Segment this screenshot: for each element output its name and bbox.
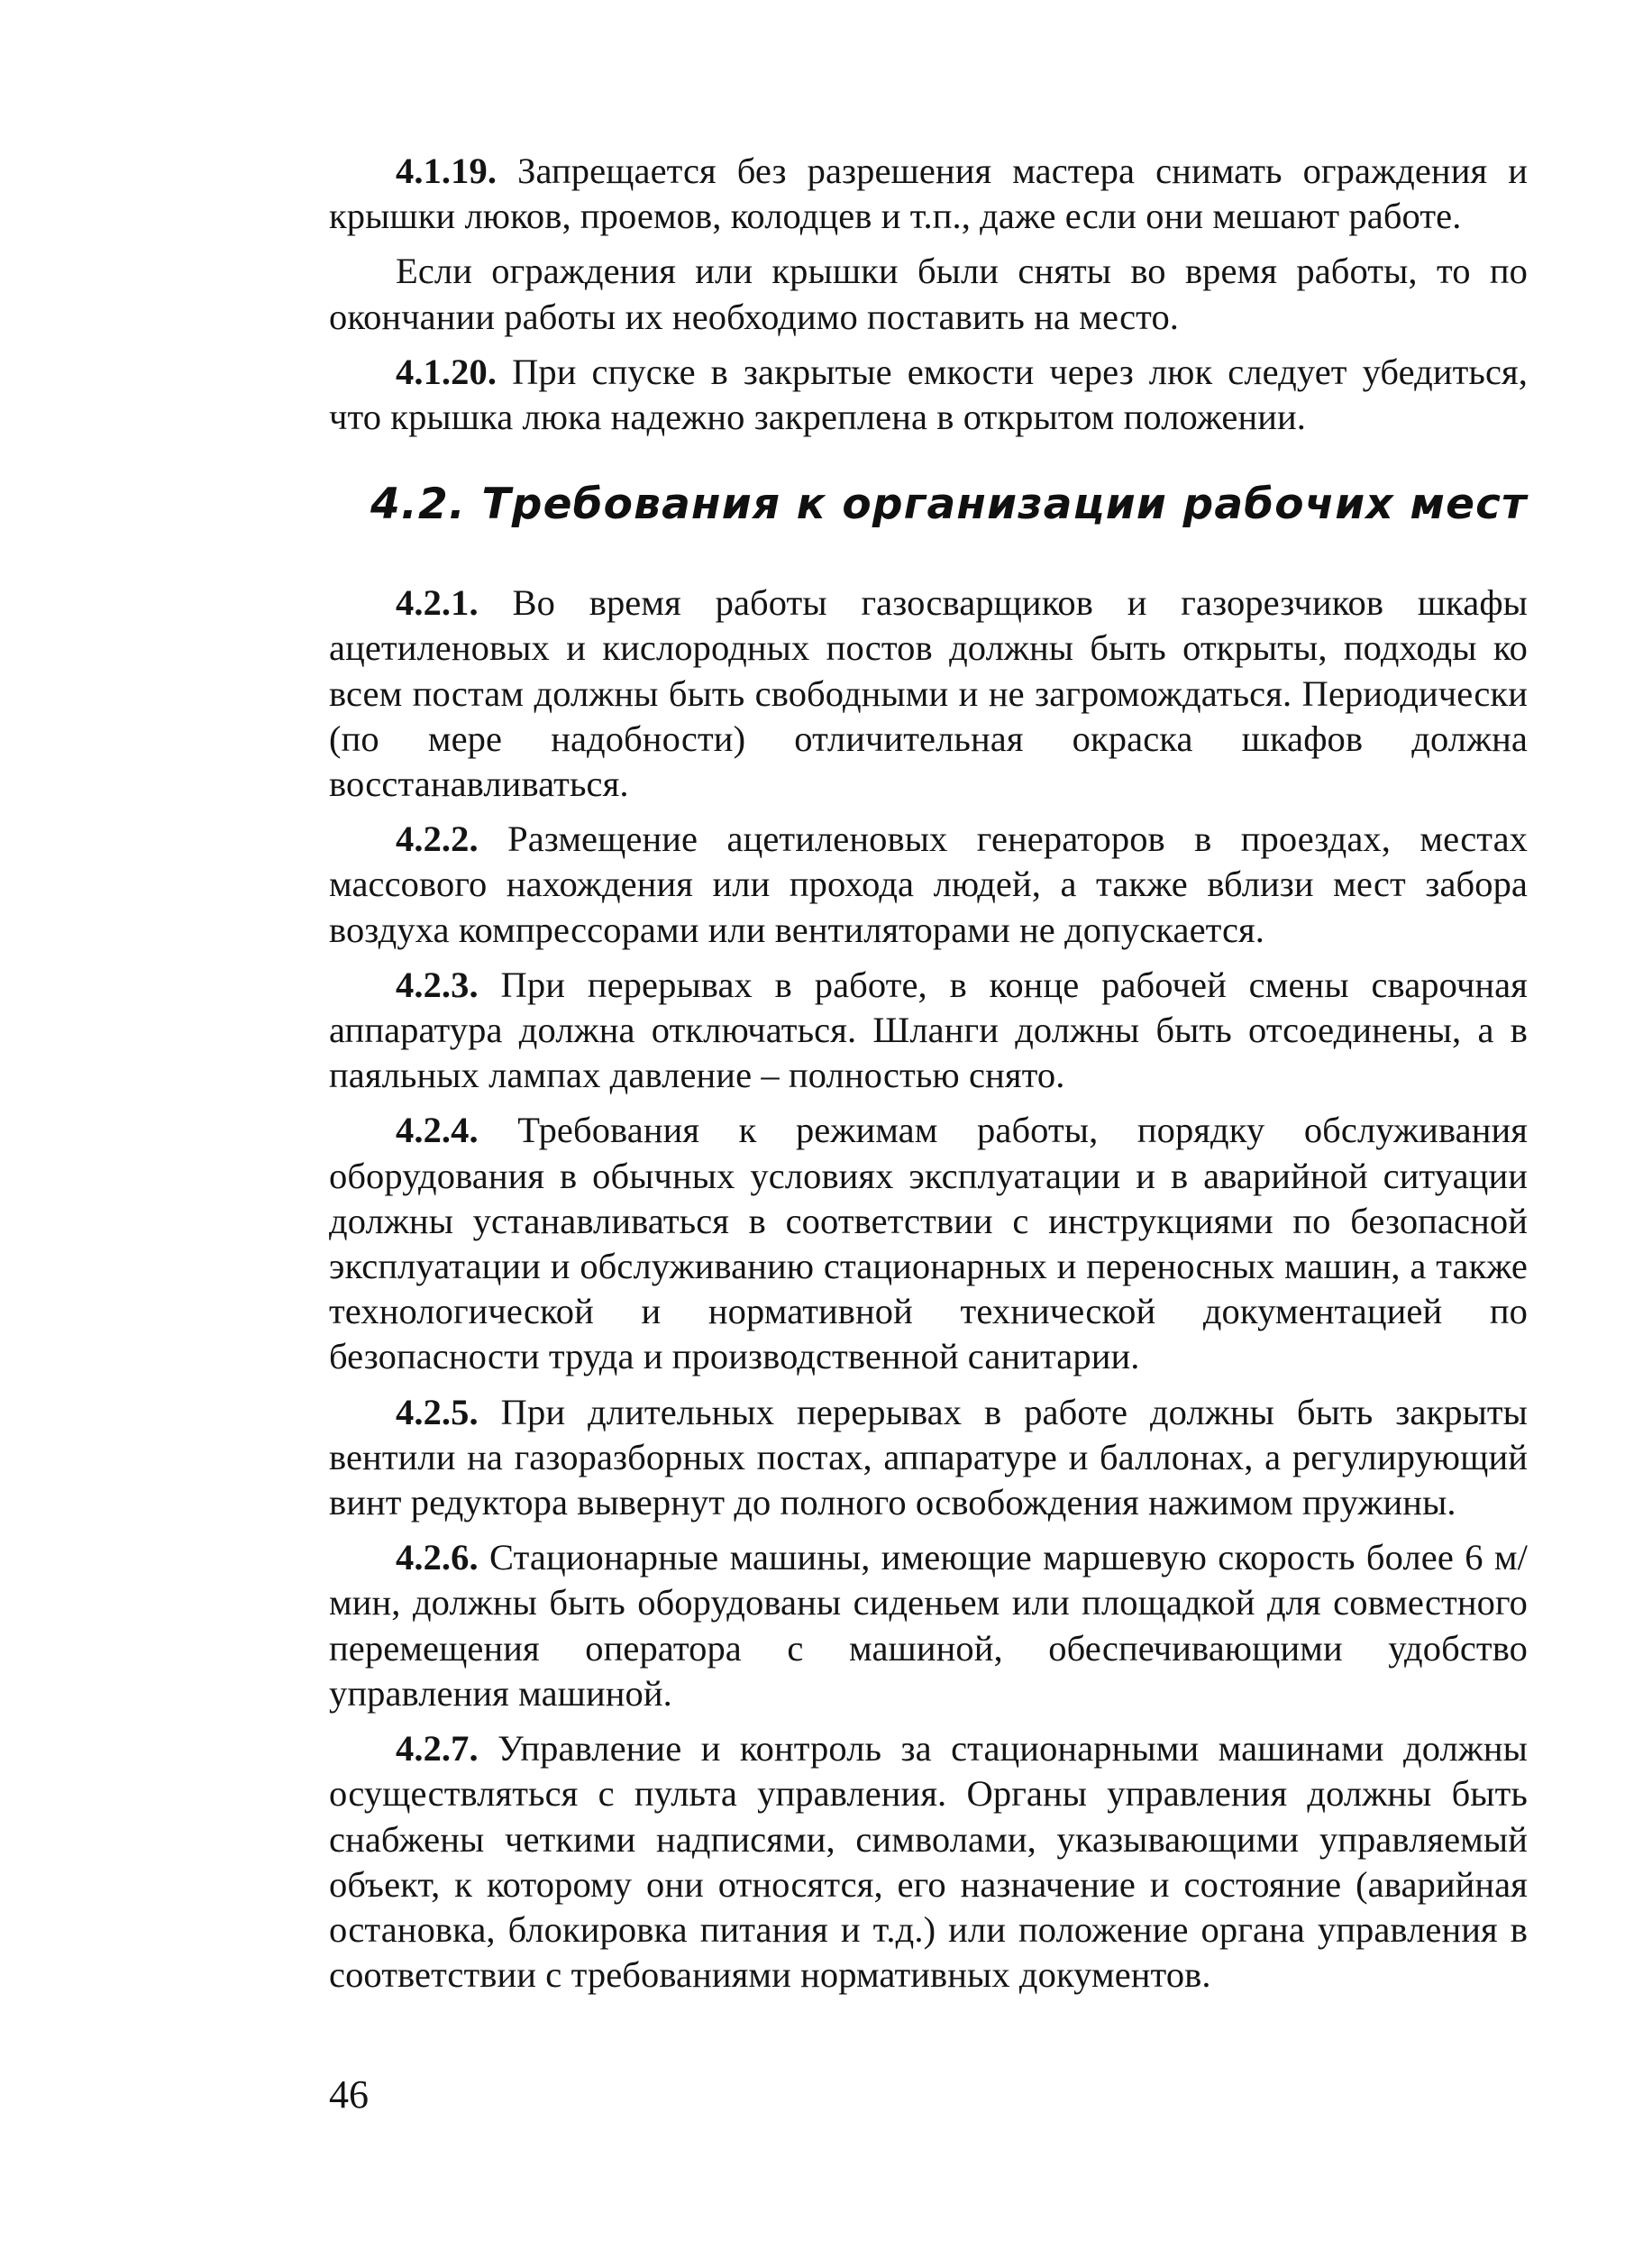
paragraph-4-2-6 bbox=[329, 1535, 1528, 1716]
paragraph-number: 4.2.5. bbox=[396, 1391, 479, 1432]
paragraph-text: Если ограждения или крышки были сняты во время работы, то по окончании работы их необходимо поставить на место. bbox=[329, 251, 1528, 337]
paragraph-number: 4.1.20. bbox=[396, 351, 498, 392]
paragraph-number: 4.2.2. bbox=[396, 818, 479, 860]
paragraph-number: 4.2.4. bbox=[396, 1110, 479, 1151]
paragraph-4-2-3 bbox=[329, 963, 1528, 1099]
paragraph-4-2-4 bbox=[329, 1108, 1528, 1379]
paragraph-4-2-1 bbox=[329, 581, 1528, 807]
paragraph-text: Во время работы газосварщиков и газорезчиков шкафы ацетиленовых и кислородных постов должны быть открыты, подходы ко всем постам должны быть свободными и не загромождаться. Периодически (по мере надобности) отличительная окраска шкафов должна восстанавливаться. bbox=[329, 582, 1528, 805]
section-heading: 4.2. Требования к организации рабочих мест bbox=[370, 480, 1528, 530]
text-column bbox=[329, 149, 1528, 2007]
paragraph-number: 4.2.6. bbox=[396, 1537, 479, 1578]
paragraph-4-2-2 bbox=[329, 817, 1528, 953]
paragraph-4-1-19 bbox=[329, 149, 1528, 239]
page-number: 46 bbox=[329, 2072, 369, 2117]
paragraph-4-1-19-continued bbox=[329, 249, 1528, 339]
paragraph-text: При перерывах в работе, в конце рабочей смены сварочная аппаратура должна отключаться. Шланги должны быть отсоединены, а в паяльных лампах давление – полностью снято. bbox=[329, 964, 1528, 1096]
paragraph-text: При длительных перерывах в работе должны быть закрыты вентили на газоразборных постах, аппаратуре и баллонах, а регулирующий винт редуктора вывернут до полного освобождения нажимом пружины. bbox=[329, 1391, 1528, 1523]
paragraph-text: Размещение ацетиленовых генераторов в проездах, местах массового нахождения или прохода людей, а также вблизи мест забора воздуха компрессорами или вентиляторами не допускается. bbox=[329, 818, 1528, 950]
paragraph-text: При спуске в закрытые емкости через люк следует убедиться, что крышка люка надежно закреплена в открытом положении. bbox=[329, 351, 1528, 438]
paragraph-4-2-7 bbox=[329, 1726, 1528, 1998]
paragraph-text: Стационарные машины, имеющие маршевую скорость более 6 м/мин, должны быть оборудованы сиденьем или площадкой для совместного перемещения оператора с машиной, обеспечивающими удобство управления машиной. bbox=[329, 1537, 1528, 1714]
paragraph-text: Запрещается без разрешения мастера снимать ограждения и крышки люков, проемов, колодцев и т.п., даже если они мешают работе. bbox=[329, 151, 1528, 237]
paragraph-4-2-5 bbox=[329, 1390, 1528, 1526]
paragraph-number: 4.2.7. bbox=[396, 1728, 479, 1770]
paragraph-text: Требования к режимам работы, порядку обслуживания оборудования в обычных условиях эксплуатации и в аварийной ситуации должны устанавливаться в соответствии с инструкциями по безопасной эксплуатации и обслуживанию стационарных и переносных машин, а также технологической и нормативной технической документацией по безопасности труда и производственной санитарии. bbox=[329, 1110, 1528, 1377]
paragraph-number: 4.2.1. bbox=[396, 582, 479, 624]
paragraph-number: 4.2.3. bbox=[396, 964, 479, 1005]
paragraph-4-1-20 bbox=[329, 350, 1528, 440]
paragraph-text: Управление и контроль за стационарными машинами должны осуществляться с пульта управления. Органы управления должны быть снабжены четкими надписями, символами, указывающими управляемый объект, к которому они относятся, его назначение и состояние (аварийная остановка, блокировка питания и т.д.) или положение органа управления в соответствии с требованиями нормативных документов. bbox=[329, 1728, 1528, 1996]
paragraph-number: 4.1.19. bbox=[396, 151, 498, 191]
